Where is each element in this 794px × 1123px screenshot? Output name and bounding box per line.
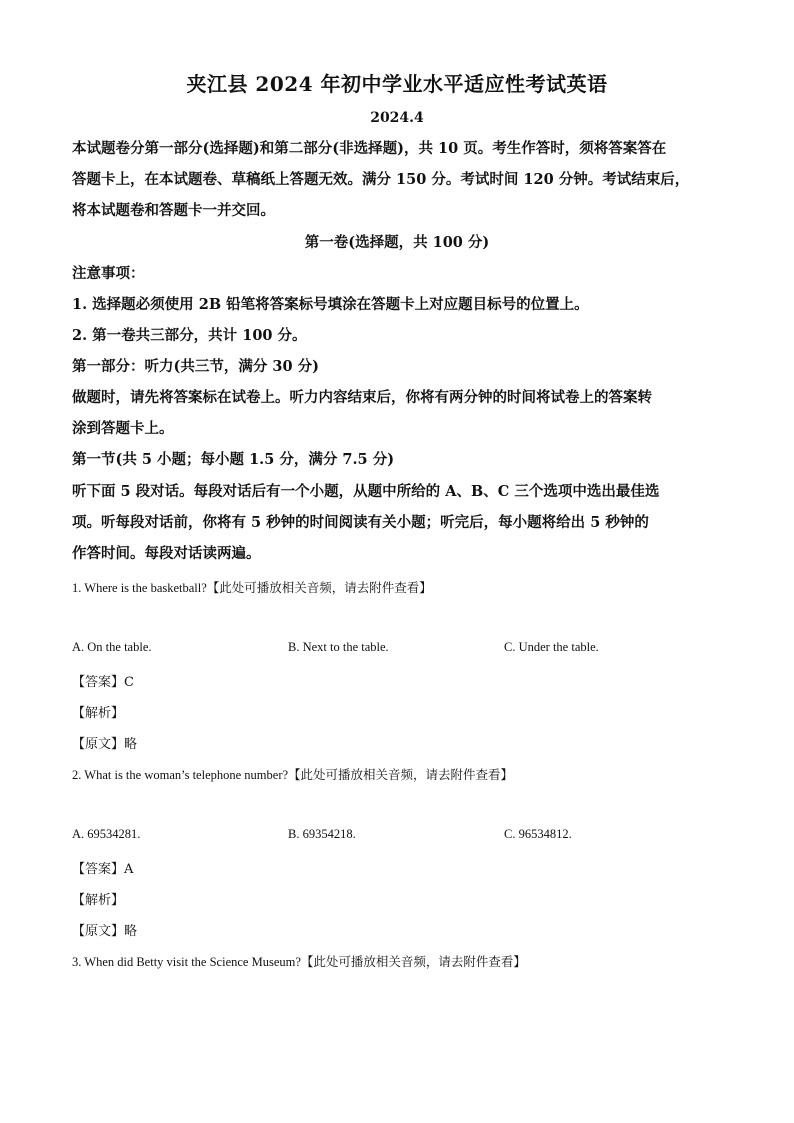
question-2-analysis: 【解析】 — [72, 893, 125, 908]
intro-line-2: 答题卡上，在本试题卷、草稿纸上答题无效。满分 150 分。考试时间 120 分钟。考试结束后， — [72, 171, 690, 188]
question-2-answer: 【答案】A — [72, 862, 134, 877]
part1-heading: 第一部分：听力(共三节，满分 30 分) — [72, 358, 319, 375]
part1-instruction-1: 做题时，请先将答案标在试卷上。听力内容结束后，你将有两分钟的时间将试卷上的答案转 — [72, 389, 652, 406]
intro-line-1: 本试题卷分第一部分(选择题)和第二部分(非选择题)，共 10 页。考生作答时，须将答案答在 — [72, 140, 667, 157]
question-1-text: 1. Where is the basketball?【此处可播放相关音频，请去附件查看】 — [72, 581, 432, 595]
question-1-original: 【原文】略 — [72, 737, 138, 752]
question-1-option-b: B. Next to the table. — [288, 640, 389, 654]
question-3-text: 3. When did Betty visit the Science Museum?【此处可播放相关音频，请去附件查看】 — [72, 955, 526, 969]
section1-instruction-2: 项。听每段对话前，你将有 5 秒钟的时间阅读有关小题；听完后，每小题将给出 5 秒钟的 — [72, 514, 649, 531]
question-2-text: 2. What is the woman’s telephone number?【此处可播放相关音频，请去附件查看】 — [72, 768, 514, 782]
question-1-answer: 【答案】C — [72, 675, 134, 690]
notice-heading: 注意事项： — [72, 265, 145, 282]
question-1-option-c: C. Under the table. — [504, 640, 599, 654]
exam-title: 夹江县 2024 年初中学业水平适应性考试英语 — [186, 72, 608, 96]
question-2-option-c: C. 96534812. — [504, 827, 572, 841]
notice-item-2: 2. 第一卷共三部分，共计 100 分。 — [72, 327, 307, 344]
section1-instruction-3: 作答时间。每段对话读两遍。 — [72, 545, 261, 562]
question-1-option-a: A. On the table. — [72, 640, 152, 654]
section1-heading: 第一节(共 5 小题；每小题 1.5 分，满分 7.5 分) — [72, 451, 395, 468]
question-1-analysis: 【解析】 — [72, 706, 125, 721]
section1-instruction-1: 听下面 5 段对话。每段对话后有一个小题，从题中所给的 A、B、C 三个选项中选出最佳选 — [72, 483, 660, 500]
question-2-option-a: A. 69534281. — [72, 827, 141, 841]
question-2-original: 【原文】略 — [72, 924, 138, 939]
part1-instruction-2: 涂到答题卡上。 — [72, 420, 174, 437]
notice-item-1: 1. 选择题必须使用 2B 铅笔将答案标号填涂在答题卡上对应题目标号的位置上。 — [72, 296, 589, 313]
volume-heading: 第一卷(选择题，共 100 分) — [304, 234, 490, 251]
question-2-option-b: B. 69354218. — [288, 827, 356, 841]
intro-line-3: 将本试题卷和答题卡一并交回。 — [72, 202, 275, 219]
exam-date: 2024.4 — [370, 110, 424, 126]
